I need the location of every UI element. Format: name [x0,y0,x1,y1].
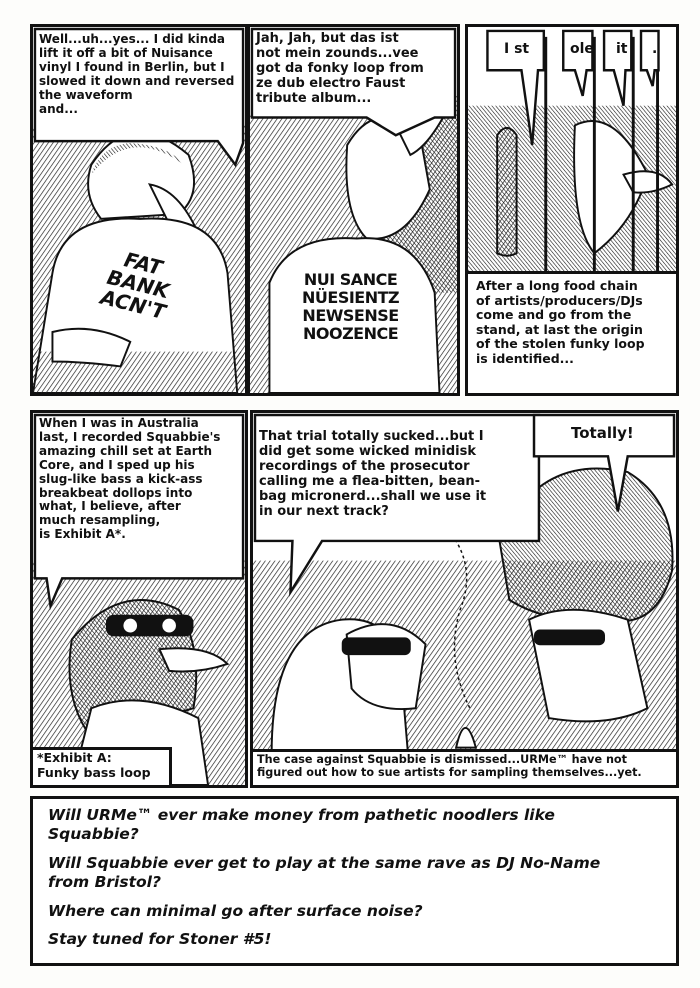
teaser-line-2: Will Squabbie ever get to play at the same rave as DJ No-Name from Bristol? [48,854,601,891]
teaser-line-1: Will URMe™ ever make money from pathetic noodlers like Squabbie? [48,806,555,843]
panel-4-dialogue: When I was in Australia last, I recorded Squabbie's amazing chill set at Earth Core, and I sped up his slug-like bass a kick-ass breakbeat dollops into what, I believe, after much resampling, is Exhibit A*. [39,416,221,542]
bubble-word-1: I st [504,41,530,57]
panel-5 [250,410,679,788]
panel-1 [30,24,248,396]
panel-4-caption: *Exhibit A: Funky bass loop [37,750,151,780]
panel-1-dialogue: Well...uh...yes... I did kinda lift it off a bit of Nuisance vinyl I found in Berlin, but I slowed it down and reversed the waveform and... [39,32,235,116]
panel-1-sweater-text: FAT BANK ACN'T [98,247,172,325]
panel-3 [465,24,679,396]
panel-5-dialogue: That trial totally sucked...but I did get some wicked minidisk recordings of the prosecutor calling me a flea-bitten, bean- bag micronerd...shall we use it in our next track? [259,429,487,520]
panel-3-caption: After a long food chain of artists/producers/DJs come and go from the stand, at last the origin of the stolen funky loop is identified... [476,278,645,366]
panel-2-shirt-text: NUI SANCE NÜESIENTZ NEWSENSE NOOZENCE [302,270,400,343]
panel-5-reply: Totally! [571,424,634,442]
teaser-line-4: Stay tuned for Stoner #5! [48,930,272,948]
panel-2 [247,24,460,396]
teaser-line-3: Where can minimal go after surface noise? [48,902,423,920]
bubble-word-3: it [616,41,628,57]
panel-4 [30,410,248,788]
panel-5-caption: The case against Squabbie is dismissed...URMe™ have not figured out how to sue artists for sampling themselves...yet. [257,753,642,779]
panel-2-dialogue: Jah, Jah, but das ist not mein zounds...vee got da fonky loop from ze dub electro Faust tribute album... [256,31,424,107]
bubble-word-2: ole [570,41,594,57]
bubble-word-4: . [652,41,658,57]
